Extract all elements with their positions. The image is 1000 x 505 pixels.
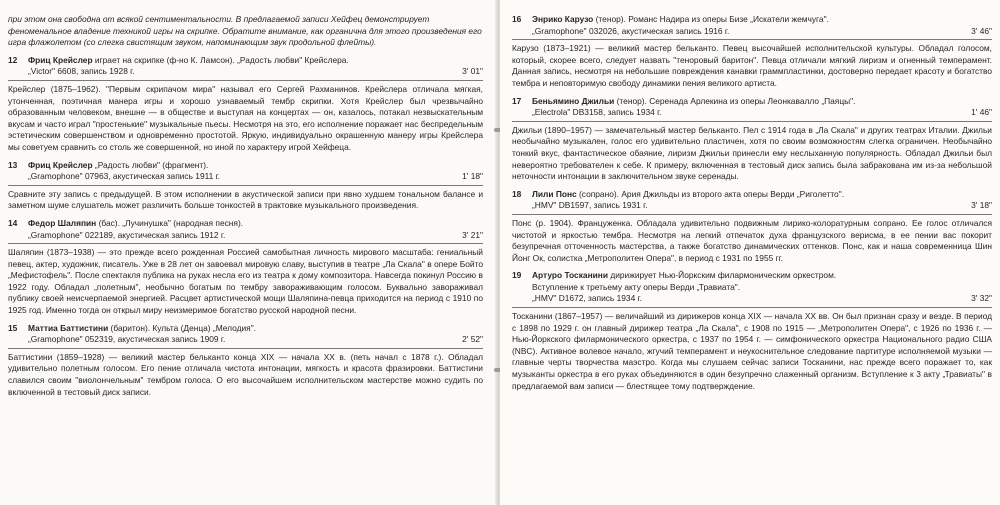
track-performer: Артуро Тосканини — [532, 270, 608, 281]
track-duration: 3' 32" — [971, 293, 992, 304]
track-number: 13 — [8, 159, 18, 170]
track-number: 18 — [512, 188, 522, 199]
track-bio: Шаляпин (1873–1938) — это прежде всего рожденная Россией самобытная личность мирового масштаба: гениальный певец, актер, художник, писатель. Уже в 28 лет он завоевал мировую славу, выступив в театре „Ла Скала" в опере Бойто „Мефистофель". После спектакля публика на руках несла его из театра к дому композитора. Навсегда покинул Россию в 1922 году. Обладал „полетным", необычно богатым по тембру завораживающим голосом. Буквально завораживал публику своей неисчерпаемой энергией. Расцвет артистической мощи Шаляпина-певца приходится на период с 1910 по 1925 год. Именно тогда он открыл миру неизмеримое богатство русской народной песни. — [8, 247, 483, 316]
track-recording: „Victor" 6608, запись 1928 г. — [28, 66, 135, 77]
track-header — [512, 96, 992, 108]
track-16 — [512, 14, 992, 90]
track-recording: „Gramophone" 07963, акустическая запись 1911 г. — [28, 171, 220, 182]
track-title: (тенор). Романс Надира из оперы Бизе „Искатели жемчуга". — [595, 14, 829, 24]
track-recording-line — [512, 200, 992, 212]
track-duration: 3' 21" — [462, 229, 483, 240]
divider — [512, 39, 992, 40]
track-recording: „Gramophone" 022189, акустическая запись 1912 г. — [28, 229, 226, 240]
track-17 — [512, 96, 992, 183]
track-recording: „Electrola" DB3158, запись 1934 г. — [532, 107, 662, 118]
divider — [512, 214, 992, 215]
track-recording-line — [8, 171, 483, 183]
track-header — [512, 14, 992, 26]
track-bio: Карузо (1873–1921) — великий мастер бельканто. Певец высочайшей исполнительской культуры. Обладал голосом, который, скорее всего, следует назвать "теноровый баритон". Певца отличали мягкий лиризм и огненный темперамент. Данная запись, несмотря на небольшие повреждения канавки граммпластинки, достоверно передает красоту и богатство тембра и неповторимую свободу динамики пения великого артиста. — [512, 43, 992, 88]
divider — [8, 243, 483, 244]
right-page — [500, 0, 1000, 505]
track-duration: 3' 46" — [971, 25, 992, 36]
track-number: 12 — [8, 54, 18, 65]
track-recording: „HMV" DB1597, запись 1931 г. — [532, 200, 648, 211]
intro-paragraph: при этом она свободна от всякой сентиментальности. В предлагаемой записи Хейфец демонстрирует феноменальное владение техникой игры на скрипке. Обратите внимание, как органична для этого произведения его игра флажолетом (со слегка свистящим звуком, напоминающим звук продольной флейты). — [8, 14, 482, 48]
track-performer: Федор Шаляпин — [28, 217, 97, 228]
track-bio: Тосканини (1867–1957) — величайший из дирижеров конца XIX — начала XX вв. Он был признан сразу и везде. В период с 1898 по 1929 г. он главный дирижер театра „Ла Скала", с 1908 по 1915 — „Метрополитен Опера", с 1926 по 1936 г. — Нью-Йоркского филармонического оркестра, с 1937 по 1954 г. — симфонического оркестра Национального радио США (NBC). Активное волевое начало, жгучий темперамент и неукоснительное следование партитуре исполняемой музыки — главные черты творчества маэстро. Когда мы слушаем сейчас записи Тосканини, нас прежде всего поражает то, как музыканты оркестра в его руках объединяются в один безупречно слаженный организм. Вступление к 3 акту „Травиаты" в предлагаемой вам записи — блестящее тому подтверждение. — [512, 311, 992, 391]
track-number: 16 — [512, 14, 522, 24]
track-bio: Понс (р. 1904). Француженка. Обладала удивительно подвижным лирико-колоратурным сопрано. Ее голос отличался чистотой и яркостью тембра. Несмотря на легкий отпечаток духа французского верисма, в ее пении вас покорит безупречная отточенность мастерства, а также богатство динамических оттенков. Понс, как и наша современница Шин Йонг Ок, солистка „Метрополитен Опера", в период с 1931 по 1955 гг. — [512, 217, 992, 263]
track-performer: Маттиа Баттистини — [28, 322, 109, 333]
track-12 — [8, 55, 483, 154]
track-duration: 3' 18" — [971, 200, 992, 211]
track-recording-line — [8, 66, 483, 78]
track-number: 14 — [8, 217, 18, 228]
track-number: 19 — [512, 270, 522, 281]
track-recording: „Gramophone" 032026, акустическая запись 1916 г. — [532, 25, 730, 36]
track-title: „Радость любви" (фрагмент). — [94, 159, 209, 170]
track-bio: Сравните эту запись с предыдущей. В этом исполнении в акустической записи при явно худшем тональном балансе и заметном шуме слушатель может различить больше тонкостей в трактовке музыкального произведения. — [8, 188, 483, 211]
divider — [8, 185, 483, 186]
track-14 — [8, 218, 483, 317]
track-title: (бас). „Лучинушка" (народная песня). — [98, 217, 244, 228]
track-recording-line — [512, 293, 992, 305]
divider — [8, 348, 483, 349]
track-number: 15 — [8, 322, 18, 333]
divider — [8, 80, 483, 81]
track-18 — [512, 189, 992, 265]
track-performer: Фриц Крейслер — [28, 159, 93, 170]
track-duration: 1' 18" — [462, 171, 483, 182]
track-recording: „HMV" D1672, запись 1934 г. — [532, 293, 642, 304]
track-header — [8, 218, 483, 230]
track-header — [512, 270, 992, 282]
track-bio: Баттистини (1859–1928) — великий мастер бельканто конца XIX — начала XX в. (петь начал с 1878 г.). Обладал удивительно полетным голосом. Его пение отличала чистота интонации, мягкость и красота фразировки. Баттистини славился своим "виолончельным" тембром голоса. О его высочайшем исполнительском мастерстве можно судить по включенной в тестовый диск записи. — [8, 351, 483, 397]
track-performer: Фриц Крейслер — [28, 54, 93, 65]
track-header — [8, 55, 483, 67]
track-duration: 1' 46" — [971, 107, 992, 118]
track-recording-line — [512, 26, 992, 38]
track-title: играет на скрипке (ф-но К. Ламсон). „Радость любви" Крейслера. — [94, 54, 349, 65]
track-subtitle: Вступление к третьему акту оперы Верди „Травиата". — [532, 281, 741, 292]
track-19 — [512, 270, 992, 392]
track-duration: 3' 01" — [462, 66, 483, 77]
track-title: (тенор). Серенада Арлекина из оперы Леонкавалло „Паяцы". — [616, 95, 856, 106]
track-13 — [8, 160, 483, 212]
track-subtitle-line — [512, 282, 992, 294]
track-recording: „Gramophone" 052319, акустическая запись 1909 г. — [28, 334, 226, 345]
track-title: (баритон). Культа (Денца) „Мелодия". — [110, 322, 257, 333]
track-title: (сопрано). Ария Джильды из второго акта оперы Верди „Риголетто". — [579, 188, 845, 199]
track-performer: Лили Понс — [532, 188, 577, 199]
track-duration: 2' 52" — [462, 334, 483, 345]
track-title: дирижирует Нью-Йоркским филармоническим оркестром. — [610, 270, 837, 281]
track-recording-line — [512, 107, 992, 119]
track-15 — [8, 323, 483, 399]
track-bio: Джильи (1890–1957) — замечательный мастер бельканто. Пел с 1914 года в „Ла Скала" и других театрах Италии. Джильи необычайно музыкален, голос его удивительно пластичен, хотя по своим возможностям слегка ограничен. Необычайно тонкий вкус, фантастическое обаяние, лиризм Джильи принесли ему неслыханную популярность. Обладал Джильи был невероятно требователен к себе. К примеру, включенная в тестовый диск запись была забракована им из-за небольшой неточности интонации в заключительном звуке серенады. — [512, 124, 992, 182]
track-header — [8, 160, 483, 172]
track-performer: Энрико Карузо — [532, 14, 594, 24]
track-recording-line — [8, 230, 483, 242]
track-performer: Беньямино Джильи — [532, 95, 615, 106]
track-number: 17 — [512, 95, 522, 106]
divider — [512, 121, 992, 122]
track-recording-line — [8, 334, 483, 346]
track-bio: Крейслер (1875–1962). "Первым скрипачом мира" называл его Сергей Рахманинов. Крейслера отличала мягкая, утонченная, поэтичная манера игры и хорошо узнаваемый тембр скрипки. Хотя Крейслер был чрезвычайно образованным человеком, внешне — в обществе и выступая на концертах — он, казалось, потакал незвыскательным вкусам и часто играл "простенькие" музыкальные пьесы. Несмотря на это, его исполнение поражает нас беспредельным эстетическим совершенством и одновременно простотой. Яркую, индивидуально окрашенную манеру игры Крейслера мы советуем сравнить со столь же совершенной, но иной по характеру игрой Хейфеца. — [8, 83, 483, 152]
divider — [512, 307, 992, 308]
track-header — [512, 189, 992, 201]
left-page — [0, 0, 497, 505]
track-header — [8, 323, 483, 335]
